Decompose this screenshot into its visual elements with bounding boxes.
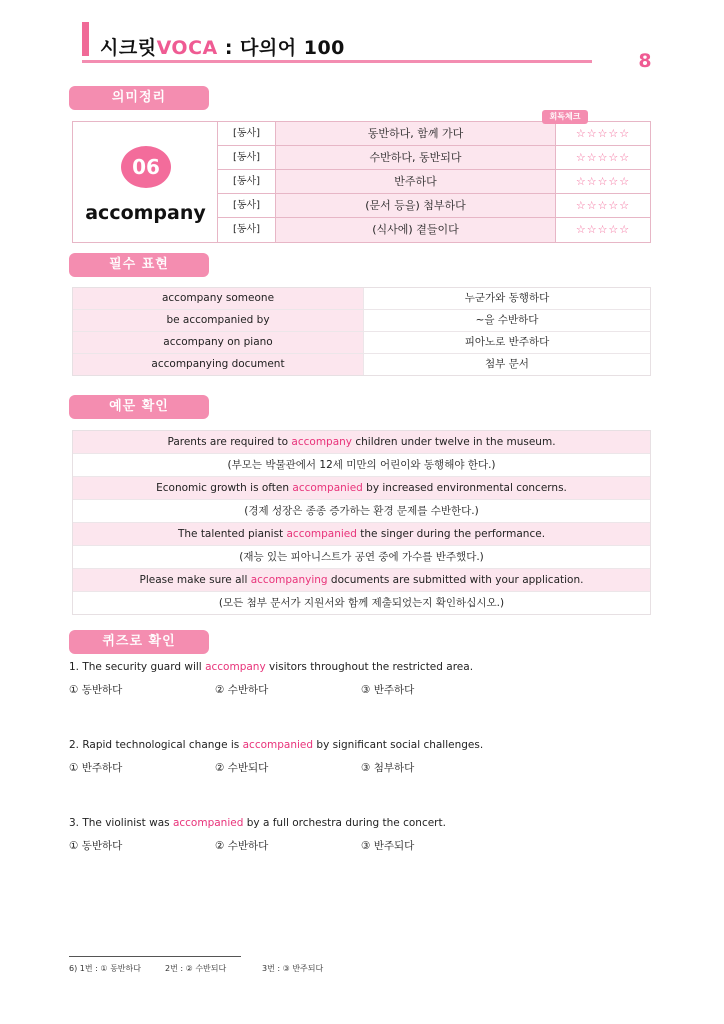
- review-stars[interactable]: ☆☆☆☆☆: [575, 175, 631, 188]
- entry-number-badge: 06: [121, 146, 171, 188]
- expression-en: accompanying document: [73, 354, 364, 375]
- meaning-row: [218, 122, 650, 146]
- section-label-expressions: 필수 표현: [69, 253, 209, 277]
- expression-en: accompany someone: [73, 288, 364, 309]
- meaning-table: [72, 121, 651, 243]
- footnote-divider: [69, 956, 241, 957]
- pos-label: [동사]: [218, 218, 276, 242]
- example-korean: (재능 있는 피아니스트가 공연 중에 가수를 반주했다.): [73, 546, 650, 569]
- quiz-option[interactable]: ① 반주하다: [69, 762, 123, 774]
- quiz-option[interactable]: ③ 반주하다: [361, 684, 415, 696]
- headword: accompany: [85, 202, 206, 224]
- expression-en: be accompanied by: [73, 310, 364, 331]
- meaning-text: 반주하다: [276, 170, 556, 193]
- quiz-question: 3. The violinist was accompanied by a full orchestra during the concert.: [69, 817, 446, 829]
- meaning-text: (문서 등을) 첨부하다: [276, 194, 556, 217]
- pos-label: [동사]: [218, 122, 276, 145]
- meaning-text: 수반하다, 동반되다: [276, 146, 556, 169]
- quiz-question: 1. The security guard will accompany visitors throughout the restricted area.: [69, 661, 474, 673]
- meaning-row: [218, 218, 650, 242]
- example-korean: (경제 성장은 종종 증가하는 환경 문제를 수반한다.): [73, 500, 650, 523]
- section-label-meaning: 의미정리: [69, 86, 209, 110]
- highlighted-word: accompanied: [286, 528, 357, 540]
- table-row: [73, 310, 650, 332]
- expression-en: accompany on piano: [73, 332, 364, 353]
- quiz-option[interactable]: ② 수반되다: [215, 762, 269, 774]
- expression-ko: ~을 수반하다: [475, 314, 539, 326]
- meaning-row: [218, 170, 650, 194]
- review-check-badge: 회독체크: [542, 110, 588, 124]
- meaning-row: [218, 194, 650, 218]
- example-english: Parents are required to accompany children under twelve in the museum.: [73, 431, 650, 454]
- review-stars[interactable]: ☆☆☆☆☆: [575, 127, 631, 140]
- meaning-row: [218, 146, 650, 170]
- quiz-option[interactable]: ③ 첨부하다: [361, 762, 415, 774]
- word-panel: [73, 122, 218, 242]
- quiz-question: 2. Rapid technological change is accompanied by significant social challenges.: [69, 739, 484, 751]
- example-korean: (부모는 박물관에서 12세 미만의 어린이와 동행해야 한다.): [73, 454, 650, 477]
- highlighted-word: accompanying: [250, 574, 328, 586]
- expression-ko: 누군가와 동행하다: [464, 292, 550, 304]
- footnote-answer-2: 2번 : ② 수반되다: [165, 964, 227, 973]
- table-row: [73, 288, 650, 310]
- pos-label: [동사]: [218, 194, 276, 217]
- review-stars[interactable]: ☆☆☆☆☆: [575, 151, 631, 164]
- quiz-option[interactable]: ① 동반하다: [69, 840, 123, 852]
- footnote-answer-1: 6) 1번 : ① 동반하다: [69, 964, 141, 973]
- table-row: [73, 354, 650, 375]
- header-underline: [82, 60, 592, 63]
- highlighted-word: accompanied: [242, 739, 314, 751]
- review-stars[interactable]: ☆☆☆☆☆: [575, 223, 631, 236]
- section-label-examples: 예문 확인: [69, 395, 209, 419]
- example-korean: (모든 첨부 문서가 지원서와 함께 제출되었는지 확인하십시오.): [218, 597, 505, 609]
- highlighted-word: accompanied: [292, 482, 363, 494]
- pos-label: [동사]: [218, 146, 276, 169]
- page-number: 8: [638, 50, 652, 72]
- quiz-option[interactable]: ② 수반하다: [215, 840, 269, 852]
- page-title: 시크릿VOCA : 다의어 100: [100, 37, 345, 59]
- quiz-option[interactable]: ① 동반하다: [69, 684, 123, 696]
- section-label-quiz: 퀴즈로 확인: [69, 630, 209, 654]
- expressions-table: [72, 287, 651, 376]
- example-english: The talented pianist accompanied the singer during the performance.: [73, 523, 650, 546]
- highlighted-word: accompany: [291, 436, 353, 448]
- example-english: Economic growth is often accompanied by increased environmental concerns.: [73, 477, 650, 500]
- examples-table: [72, 430, 651, 615]
- header-accent-bar: [82, 22, 89, 56]
- table-row: [73, 332, 650, 354]
- meaning-text: 동반하다, 함께 가다: [276, 122, 556, 145]
- highlighted-word: accompanied: [172, 817, 244, 829]
- footnote-answer-3: 3번 : ③ 반주되다: [262, 964, 324, 973]
- quiz-option[interactable]: ② 수반하다: [215, 684, 269, 696]
- expression-ko: 첨부 문서: [485, 358, 529, 370]
- example-english: Please make sure all accompanying documents are submitted with your application.: [73, 569, 650, 592]
- quiz-option[interactable]: ③ 반주되다: [361, 840, 415, 852]
- expression-ko: 피아노로 반주하다: [464, 336, 550, 348]
- review-stars[interactable]: ☆☆☆☆☆: [575, 199, 631, 212]
- meaning-text: (식사에) 곁들이다: [276, 218, 556, 242]
- highlighted-word: accompany: [205, 661, 266, 673]
- pos-label: [동사]: [218, 170, 276, 193]
